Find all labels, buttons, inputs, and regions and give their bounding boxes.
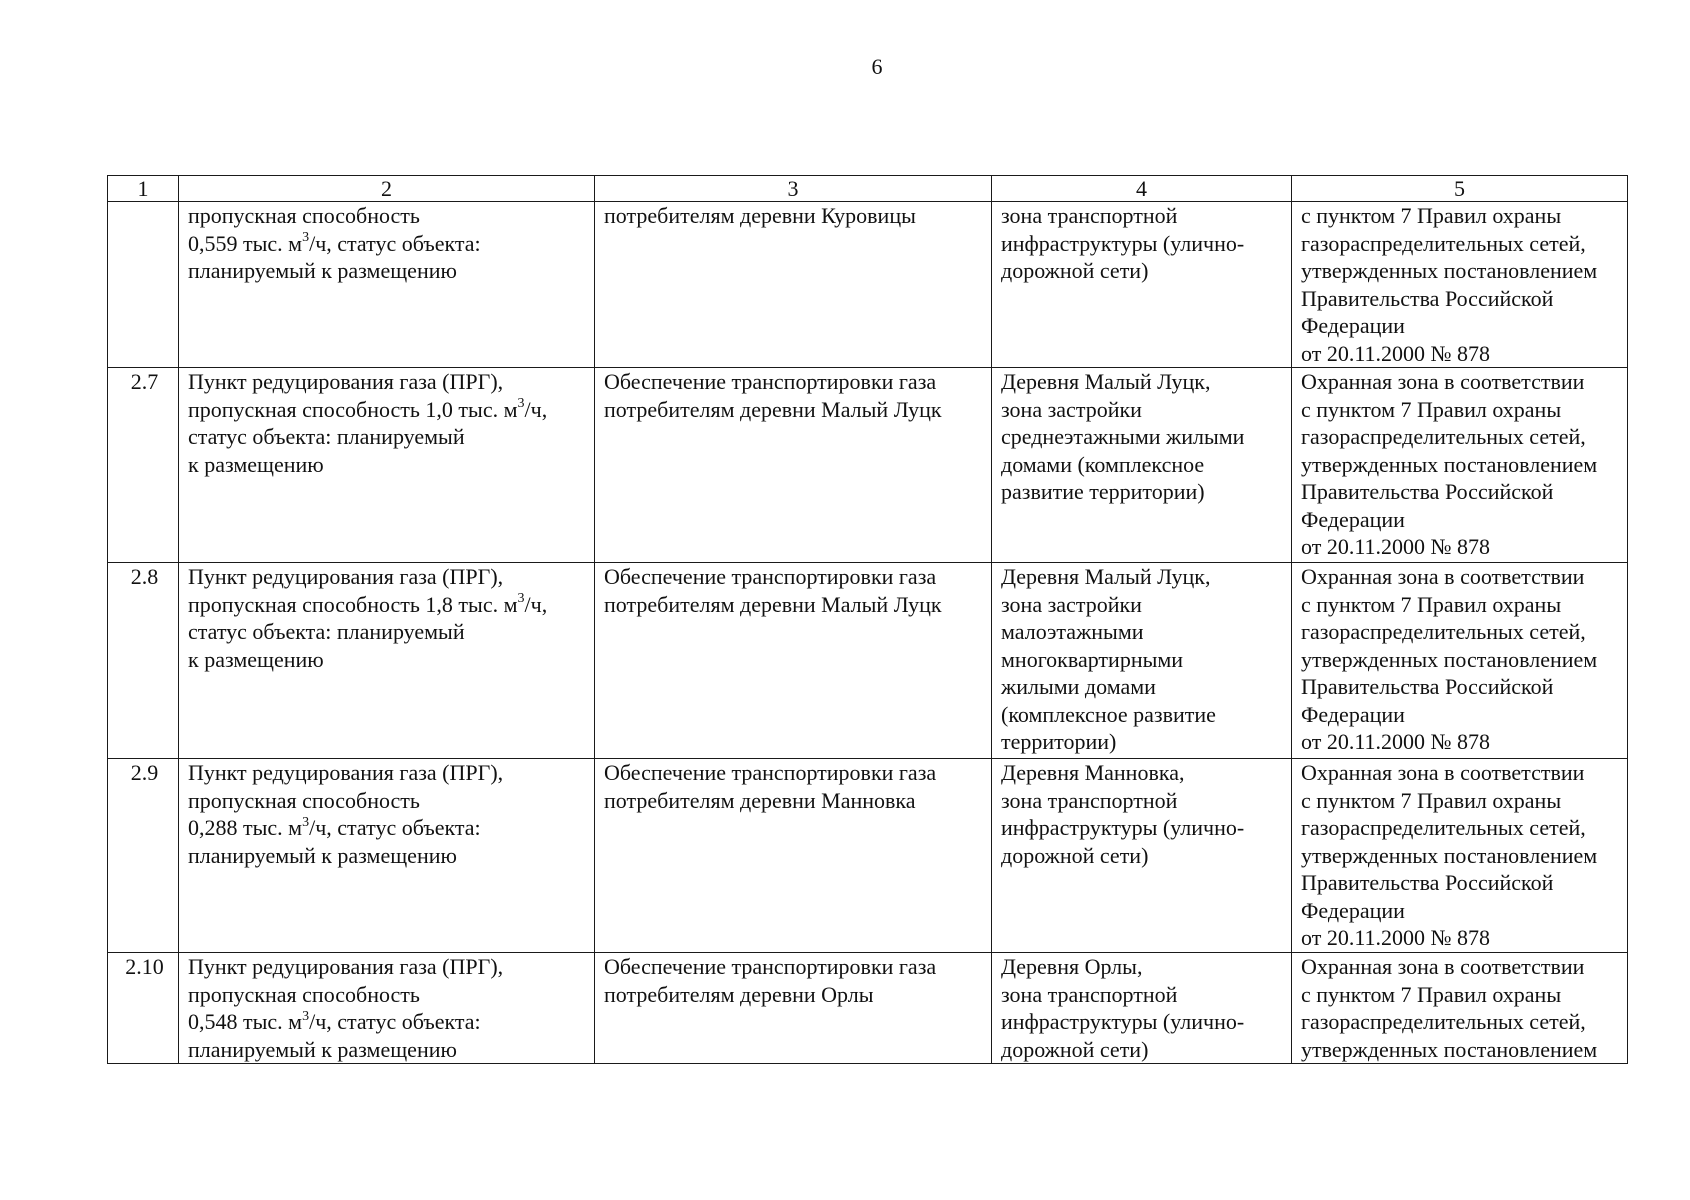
object-cell	[179, 759, 595, 953]
location-cell	[992, 953, 1292, 1064]
cell-text-line: утвержденных постановлением	[1301, 646, 1598, 672]
cell-text-line: газораспределительных сетей,	[1301, 424, 1586, 449]
location-cell	[992, 759, 1292, 953]
cell-text-line: Правительства Российской	[1301, 870, 1554, 895]
cell-text-line: Пункт редуцирования газа (ПРГ),	[188, 760, 504, 785]
cell-text-line: Пункт редуцирования газа (ПРГ),	[188, 564, 504, 589]
header-col-5: 5	[1292, 176, 1628, 202]
cell-text-line: от 20.11.2000 № 878	[1301, 534, 1490, 559]
location-cell	[992, 563, 1292, 759]
cell-text-line: Правительства Российской	[1301, 674, 1554, 699]
object-cell	[179, 953, 595, 1064]
cell-text-line: пропускная способность 1,0 тыс. $м^3/ч$,	[188, 396, 548, 422]
cell-text-line: к размещению	[188, 646, 324, 672]
table-row	[108, 759, 1628, 953]
header-col-3: 3	[595, 176, 992, 202]
cell-text-line: с пунктом 7 Правил охраны	[1301, 203, 1562, 228]
cell-text-line: Деревня Малый Луцк,	[1001, 369, 1211, 394]
cell-text-line: с пунктом 7 Правил охраны	[1301, 981, 1562, 1007]
zone-cell	[1292, 759, 1628, 953]
cell-text-line: пропускная способность	[188, 787, 420, 813]
cell-text-line: Пункт редуцирования газа (ПРГ),	[188, 954, 504, 979]
zone-cell	[1292, 563, 1628, 759]
cell-text-line: дорожной сети)	[1001, 258, 1149, 283]
cell-text-line: зона застройки	[1001, 396, 1142, 422]
row-number-cell: 2.8	[108, 563, 179, 759]
cell-text-line: газораспределительных сетей,	[1301, 1009, 1586, 1034]
cell-text-line: с пунктом 7 Правил охраны	[1301, 591, 1562, 617]
cell-text-line: Деревня Орлы,	[1001, 954, 1143, 979]
cell-text-line: газораспределительных сетей,	[1301, 815, 1586, 840]
cell-text-line: зона транспортной	[1001, 787, 1178, 813]
cell-text-line: 0,559 тыс. $м^3/ч$, статус объекта:	[188, 230, 481, 256]
cell-text-line: Правительства Российской	[1301, 285, 1554, 311]
cell-text-line: потребителям деревни Манновка	[604, 787, 916, 813]
cell-text-line: утвержденных постановлением	[1301, 258, 1598, 283]
cell-text-line: планируемый к размещению	[188, 258, 457, 283]
header-row	[108, 176, 1628, 202]
purpose-cell	[595, 202, 992, 368]
cell-text-line: газораспределительных сетей,	[1301, 230, 1586, 256]
table-row	[108, 563, 1628, 759]
cell-text-line: пропускная способность	[188, 203, 420, 228]
cell-text-line: потребителям деревни Малый Луцк	[604, 591, 942, 617]
cell-text-line: Деревня Манновка,	[1001, 760, 1185, 785]
cell-text-line: среднеэтажными жилыми	[1001, 424, 1245, 449]
cell-text-line: планируемый к размещению	[188, 1036, 457, 1062]
purpose-cell	[595, 563, 992, 759]
cell-text-line: Федерации	[1301, 701, 1405, 727]
cell-text-line: с пунктом 7 Правил охраны	[1301, 396, 1562, 422]
cell-text-line: развитие территории)	[1001, 479, 1205, 504]
cell-text-line: Деревня Малый Луцк,	[1001, 564, 1211, 589]
cell-text-line: жилыми домами	[1001, 674, 1156, 699]
cell-text-line: утвержденных постановлением	[1301, 1036, 1598, 1062]
location-cell	[992, 202, 1292, 368]
cell-text-line: малоэтажными	[1001, 619, 1144, 644]
header-col-4: 4	[992, 176, 1292, 202]
purpose-cell	[595, 953, 992, 1064]
cell-text-line: статус объекта: планируемый	[188, 424, 465, 449]
zone-cell	[1292, 202, 1628, 368]
cell-text-line: дорожной сети)	[1001, 842, 1149, 868]
cell-text-line: Пункт редуцирования газа (ПРГ),	[188, 369, 504, 394]
cell-text-line: Обеспечение транспортировки газа	[604, 760, 937, 785]
cell-text-line: 0,548 тыс. $м^3/ч$, статус объекта:	[188, 1008, 481, 1034]
cell-text-line: пропускная способность	[188, 981, 420, 1007]
cell-text-line: к размещению	[188, 451, 324, 477]
purpose-cell	[595, 759, 992, 953]
row-number-cell: 2.10	[108, 953, 179, 1064]
cell-text-line: потребителям деревни Малый Луцк	[604, 396, 942, 422]
cell-text-line: инфраструктуры (улично-	[1001, 230, 1245, 256]
cell-text-line: статус объекта: планируемый	[188, 619, 465, 644]
purpose-cell	[595, 368, 992, 563]
cell-text-line: многоквартирными	[1001, 646, 1184, 672]
object-cell	[179, 368, 595, 563]
cell-text-line: потребителям деревни Куровицы	[604, 203, 916, 228]
zone-cell	[1292, 953, 1628, 1064]
table-row	[108, 953, 1628, 1064]
header-col-2: 2	[179, 176, 595, 202]
cell-text-line: утвержденных постановлением	[1301, 842, 1598, 868]
cell-text-line: Федерации	[1301, 313, 1405, 338]
cell-text-line: Охранная зона в соответствии	[1301, 954, 1585, 979]
cell-text-line: территории)	[1001, 729, 1117, 754]
objects-table	[107, 175, 1628, 1064]
cell-text-line: от 20.11.2000 № 878	[1301, 340, 1490, 366]
cell-text-line: утвержденных постановлением	[1301, 451, 1598, 477]
cell-text-line: газораспределительных сетей,	[1301, 619, 1586, 644]
cell-text-line: планируемый к размещению	[188, 842, 457, 868]
cell-text-line: от 20.11.2000 № 878	[1301, 729, 1490, 754]
cell-text-line: (комплексное развитие	[1001, 701, 1216, 727]
object-cell	[179, 563, 595, 759]
table-row	[108, 368, 1628, 563]
cell-text-line: Охранная зона в соответствии	[1301, 369, 1585, 394]
cell-text-line: Обеспечение транспортировки газа	[604, 954, 937, 979]
table-row	[108, 202, 1628, 368]
cell-text-line: с пунктом 7 Правил охраны	[1301, 787, 1562, 813]
object-cell	[179, 202, 595, 368]
cell-text-line: Охранная зона в соответствии	[1301, 760, 1585, 785]
zone-cell	[1292, 368, 1628, 563]
cell-text-line: Охранная зона в соответствии	[1301, 564, 1585, 589]
cell-text-line: 0,288 тыс. $м^3/ч$, статус объекта:	[188, 814, 481, 840]
cell-text-line: пропускная способность 1,8 тыс. $м^3/ч$,	[188, 591, 548, 617]
cell-text-line: домами (комплексное	[1001, 451, 1205, 477]
cell-text-line: инфраструктуры (улично-	[1001, 1009, 1245, 1034]
cell-text-line: зона застройки	[1001, 591, 1142, 617]
cell-text-line: от 20.11.2000 № 878	[1301, 925, 1490, 950]
row-number-cell	[108, 202, 179, 368]
cell-text-line: инфраструктуры (улично-	[1001, 815, 1245, 840]
cell-text-line: Обеспечение транспортировки газа	[604, 369, 937, 394]
header-col-1: 1	[108, 176, 179, 202]
page-number: 6	[871, 54, 883, 79]
row-number-cell: 2.9	[108, 759, 179, 953]
cell-text-line: зона транспортной	[1001, 981, 1178, 1007]
cell-text-line: потребителям деревни Орлы	[604, 981, 874, 1007]
cell-text-line: зона транспортной	[1001, 203, 1178, 228]
cell-text-line: Федерации	[1301, 897, 1405, 923]
cell-text-line: Правительства Российской	[1301, 479, 1554, 504]
row-number-cell: 2.7	[108, 368, 179, 563]
cell-text-line: Обеспечение транспортировки газа	[604, 564, 937, 589]
cell-text-line: дорожной сети)	[1001, 1036, 1149, 1062]
cell-text-line: Федерации	[1301, 506, 1405, 532]
location-cell	[992, 368, 1292, 563]
